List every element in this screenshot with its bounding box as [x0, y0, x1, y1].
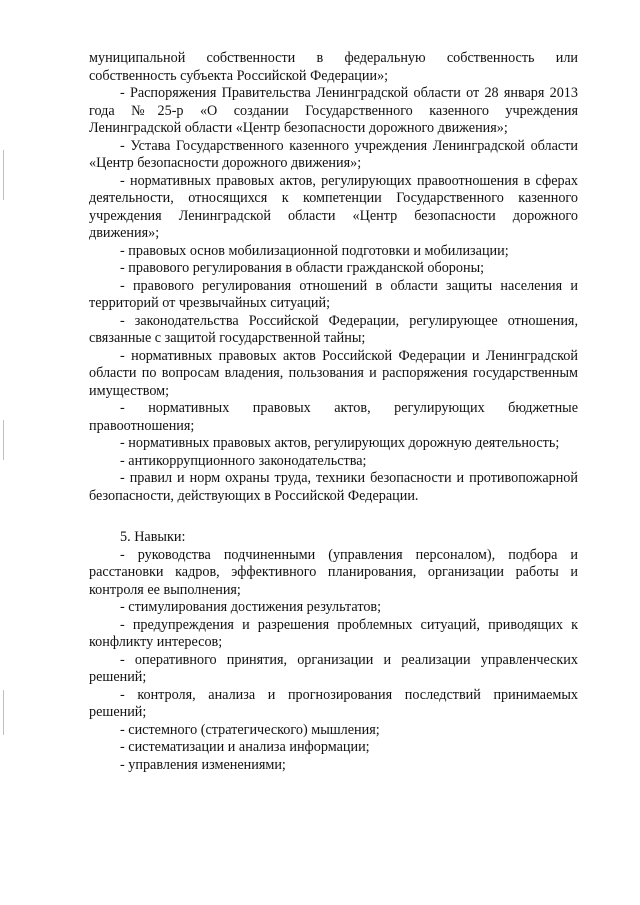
scan-edge-mark	[3, 690, 4, 735]
skill-item-decision-making: - оперативного принятия, организации и реализации управленческих решений;	[89, 651, 578, 685]
list-item-regulatory-acts: - нормативных правовых актов, регулирующих правоотношения в сферах деятельности, относящихся к компетенции Государственного казенного учреждения Ленинградской области «Центр безопасности дорожного движения»;	[89, 172, 578, 241]
document-body	[89, 50, 578, 774]
list-item-mobilization: - правовых основ мобилизационной подготовки и мобилизации;	[120, 242, 509, 259]
list-item-state-property: - нормативных правовых актов Российской Федерации и Ленинградской области по вопросам владения, пользования и распоряжения государственным имуществом;	[89, 347, 578, 399]
list-item-budget: - нормативных правовых актов, регулирующих бюджетные правоотношения;	[89, 400, 578, 434]
scan-edge-mark	[3, 150, 4, 200]
list-item-labor-safety: - правил и норм охраны труда, техники безопасности и противопожарной безопасности, действующих в Российской Федерации.	[89, 470, 578, 504]
section-heading-skills: 5. Навыки:	[120, 529, 186, 545]
list-item-emergency-protection: - правового регулирования отношений в области защиты населения и территорий от чрезвычайных ситуаций;	[89, 277, 578, 311]
list-item-charter: - Устава Государственного казенного учреждения Ленинградской области «Центр безопасности дорожного движения»;	[89, 137, 578, 171]
skill-item-conflict-prevention: - предупреждения и разрешения проблемных ситуаций, приводящих к конфликту интересов;	[89, 616, 578, 650]
skill-item-control-analysis: - контроля, анализа и прогнозирования последствий принимаемых решений;	[89, 686, 578, 720]
scan-edge-mark	[3, 420, 4, 460]
skill-item-motivation: - стимулирования достижения результатов;	[120, 599, 382, 615]
list-item-state-secret: - законодательства Российской Федерации, регулирующее отношения, связанные с защитой государственной тайны;	[89, 312, 578, 346]
skill-item-management: - руководства подчиненными (управления персоналом), подбора и расстановки кадров, эффективного планирования, организации работы и контроля ее выполнения;	[89, 546, 578, 598]
skill-item-systems-thinking: - системного (стратегического) мышления;	[120, 721, 380, 738]
skill-item-information-analysis: - систематизации и анализа информации;	[120, 739, 370, 755]
list-item-anticorruption: - антикоррупционного законодательства;	[120, 452, 367, 469]
list-item-civil-defense: - правового регулирования в области гражданской обороны;	[120, 260, 485, 276]
section-spacer	[89, 505, 578, 529]
list-item-road-activity: - нормативных правовых актов, регулирующих дорожную деятельность;	[120, 435, 560, 451]
paragraph-continuation: муниципальной собственности в федеральную собственность или собственность субъекта Российской Федерации»;	[89, 50, 578, 84]
list-item-government-order: - Распоряжения Правительства Ленинградской области от 28 января 2013 года №25-р «О создании Государственного казенного учреждения Ленинградской области «Центр безопасности дорожного движения»;	[89, 85, 578, 136]
skill-item-change-management: - управления изменениями;	[120, 756, 286, 773]
